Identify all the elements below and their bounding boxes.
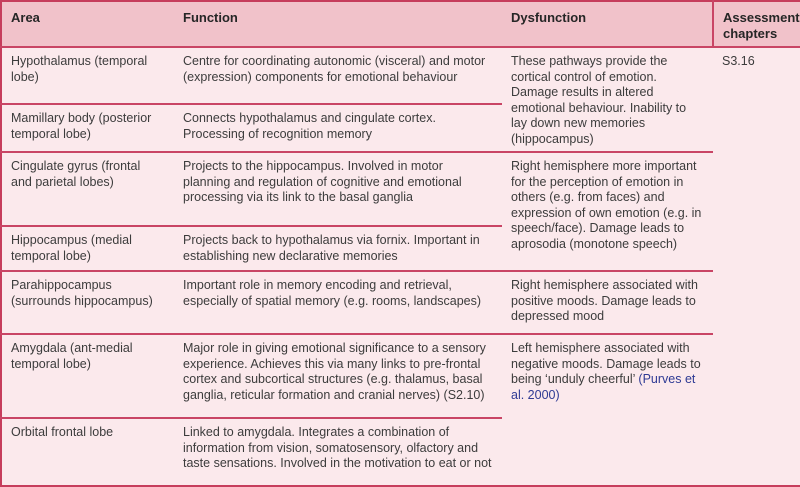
area-cell: Hippocampus (medial temporal lobe) <box>1 226 174 271</box>
header-row <box>1 1 800 47</box>
table-row <box>1 334 800 418</box>
col-header-assessment-chapters: Assessment chapters <box>713 1 800 47</box>
table-row <box>1 271 800 334</box>
function-cell: Major role in giving emotional significance to a sensory experience. Achieves this via many links to pre-frontal cortex and subcortical structures (e.g. thalamus, basal ganglia, reticular formation and cranial nerves) (S2.10) <box>174 334 502 418</box>
area-cell: Amygdala (ant-medial temporal lobe) <box>1 334 174 418</box>
function-cell: Centre for coordinating autonomic (visceral) and motor (expression) components for emotional behaviour <box>174 47 502 104</box>
function-cell: Projects to the hippocampus. Involved in motor planning and regulation of cognitive and emotional processing via its link to the basal ganglia <box>174 152 502 226</box>
assessment-chapter-cell: S3.16 <box>722 54 755 68</box>
dysfunction-cell: These pathways provide the cortical control of emotion. Damage results in altered emotional behaviour. Inability to lay down new memories (hippocampus) <box>502 47 713 152</box>
function-cell: Projects back to hypothalamus via fornix. Important in establishing new declarative memories <box>174 226 502 271</box>
col-header-area: Area <box>1 1 174 47</box>
dysfunction-cell: Right hemisphere associated with positive moods. Damage leads to depressed mood <box>502 271 713 334</box>
table-row <box>1 152 800 226</box>
table-row <box>1 47 800 104</box>
dysfunction-text: Left hemisphere associated with negative moods. Damage leads to being ‘unduly cheerful’ <box>511 341 701 386</box>
dysfunction-cell <box>502 334 713 486</box>
area-cell: Mamillary body (posterior temporal lobe) <box>1 104 174 152</box>
col-header-function: Function <box>174 1 502 47</box>
function-cell: Linked to amygdala. Integrates a combination of information from vision, somatosensory, olfactory and taste sensations. Involved in the motivation to eat or not <box>174 418 502 486</box>
area-cell: Orbital frontal lobe <box>1 418 174 486</box>
dysfunction-cell: Right hemisphere more important for the perception of emotion in others (e.g. from faces) and expression of own emotion (e.g. in speech/face). Damage leads to aprosodia (monotone speech) <box>502 152 713 271</box>
area-cell: Cingulate gyrus (frontal and parietal lobes) <box>1 152 174 226</box>
function-cell: Connects hypothalamus and cingulate cortex. Processing of recognition memory <box>174 104 502 152</box>
purves-reference-link[interactable]: (Purves et al. 2000) <box>511 372 696 402</box>
col-header-dysfunction: Dysfunction <box>502 1 713 47</box>
area-cell: Parahippocampus (surrounds hippocampus) <box>1 271 174 334</box>
function-cell: Important role in memory encoding and retrieval, especially of spatial memory (e.g. rooms, landscapes) <box>174 271 502 334</box>
area-cell: Hypothalamus (temporal lobe) <box>1 47 174 104</box>
